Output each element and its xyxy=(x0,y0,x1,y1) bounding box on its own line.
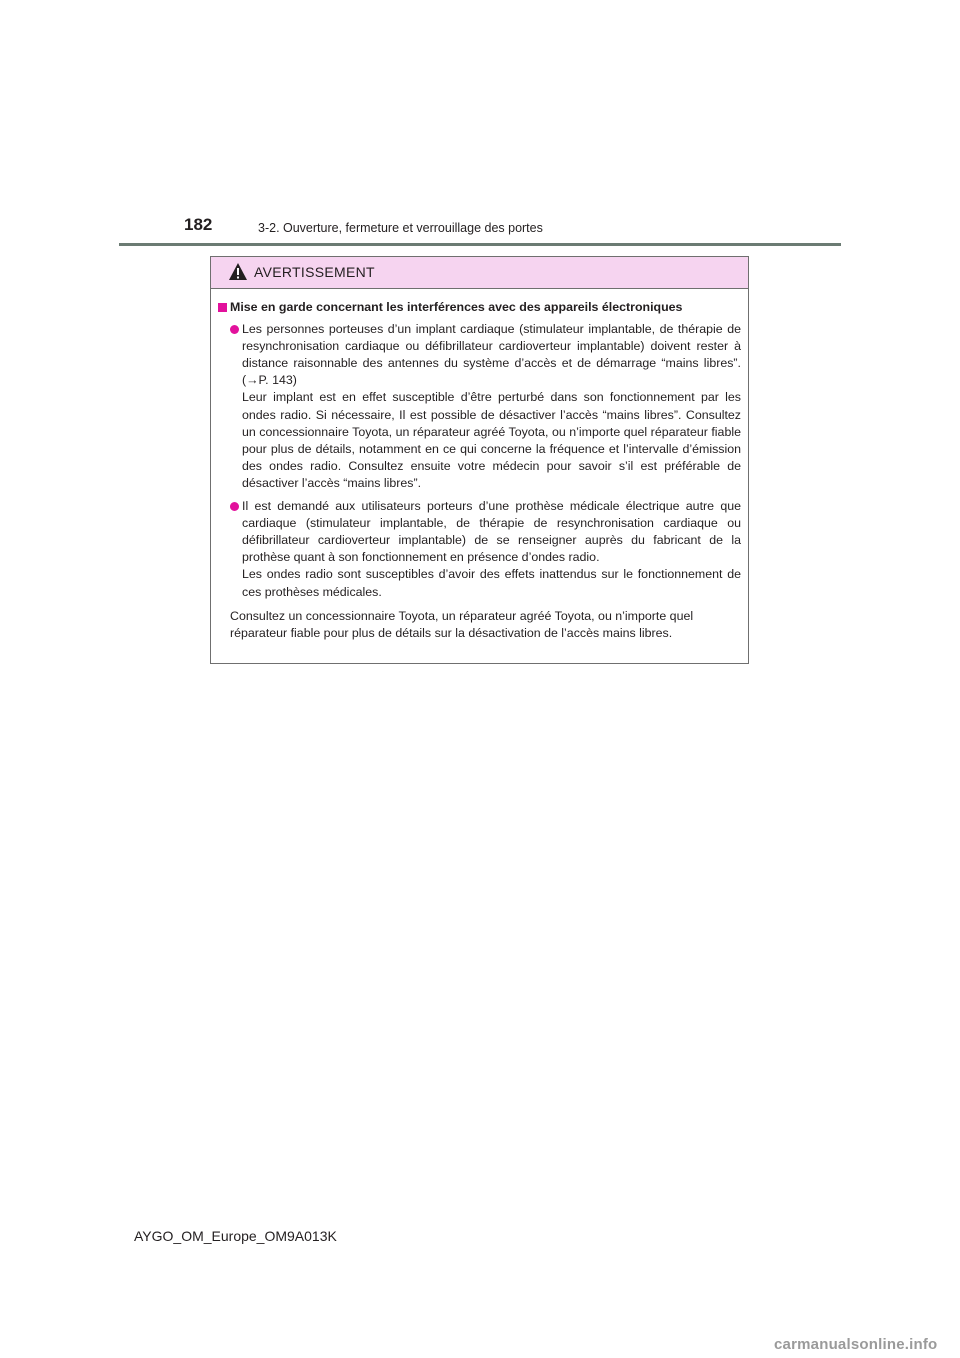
bullet-paragraph: Les personnes porteuses d’un implant cardiaque (stimulateur implantable, de thérapie de resynchronisation cardiaque ou défibrillateur cardioverteur implantable) doivent rester à distance raisonnable des antennes du système d’accès et de démarrage “mains libres”. (→P. 143) xyxy=(242,322,741,388)
page-number: 182 xyxy=(184,215,213,234)
warning-note: Consultez un concessionnaire Toyota, un réparateur agréé Toyota, ou n’importe quel réparateur fiable pour plus de détails sur la désactivation de l’accès mains libres. xyxy=(230,608,694,640)
round-bullet-icon xyxy=(230,325,239,334)
warning-box xyxy=(210,256,749,664)
list-item xyxy=(218,498,741,601)
footer-document-code: AYGO_OM_Europe_OM9A013K xyxy=(134,1228,337,1244)
warning-title: AVERTISSEMENT xyxy=(254,264,375,280)
bullet-paragraph: Leur implant est en effet susceptible d’être perturbé dans son fonctionnement par les ondes radio. Si nécessaire, Il est possible de désactiver l’accès “mains libres”. Consultez un concessionnaire Toyota, un réparateur agréé Toyota, ou n’importe quel réparateur fiable pour plus de détails, notamment en ce qui concerne la fréquence et l’intervalle d’émission des ondes radio. Consultez ensuite votre médecin pour savoir s’il est préférable de désactiver l’accès “mains libres”. xyxy=(242,390,741,490)
warning-heading-text: Mise en garde concernant les interférences avec des appareils électroniques xyxy=(230,300,683,314)
bullet-paragraph: Les ondes radio sont susceptibles d’avoir des effets inattendus sur le fonctionnement de ces prothèses médicales. xyxy=(242,567,741,599)
warning-header xyxy=(211,257,748,289)
list-item xyxy=(218,321,741,492)
round-bullet-icon xyxy=(230,502,239,511)
warning-heading xyxy=(218,299,741,316)
section-title: 3-2. Ouverture, fermeture et verrouillage des portes xyxy=(258,221,543,235)
bullet-paragraph: Il est demandé aux utilisateurs porteurs d’une prothèse médicale électrique autre que cardiaque (stimulateur implantable, de thérapie de resynchronisation cardiaque ou défibrillateur cardioverteur implantable) de se renseigner auprès du fabricant de la prothèse quant à son fonctionnement en présence d’ondes radio. xyxy=(242,499,741,565)
watermark: carmanualsonline.info xyxy=(774,1336,938,1353)
header-divider xyxy=(119,243,841,246)
warning-body xyxy=(211,289,748,642)
square-bullet-icon xyxy=(218,303,227,312)
warning-triangle-icon xyxy=(228,262,248,281)
